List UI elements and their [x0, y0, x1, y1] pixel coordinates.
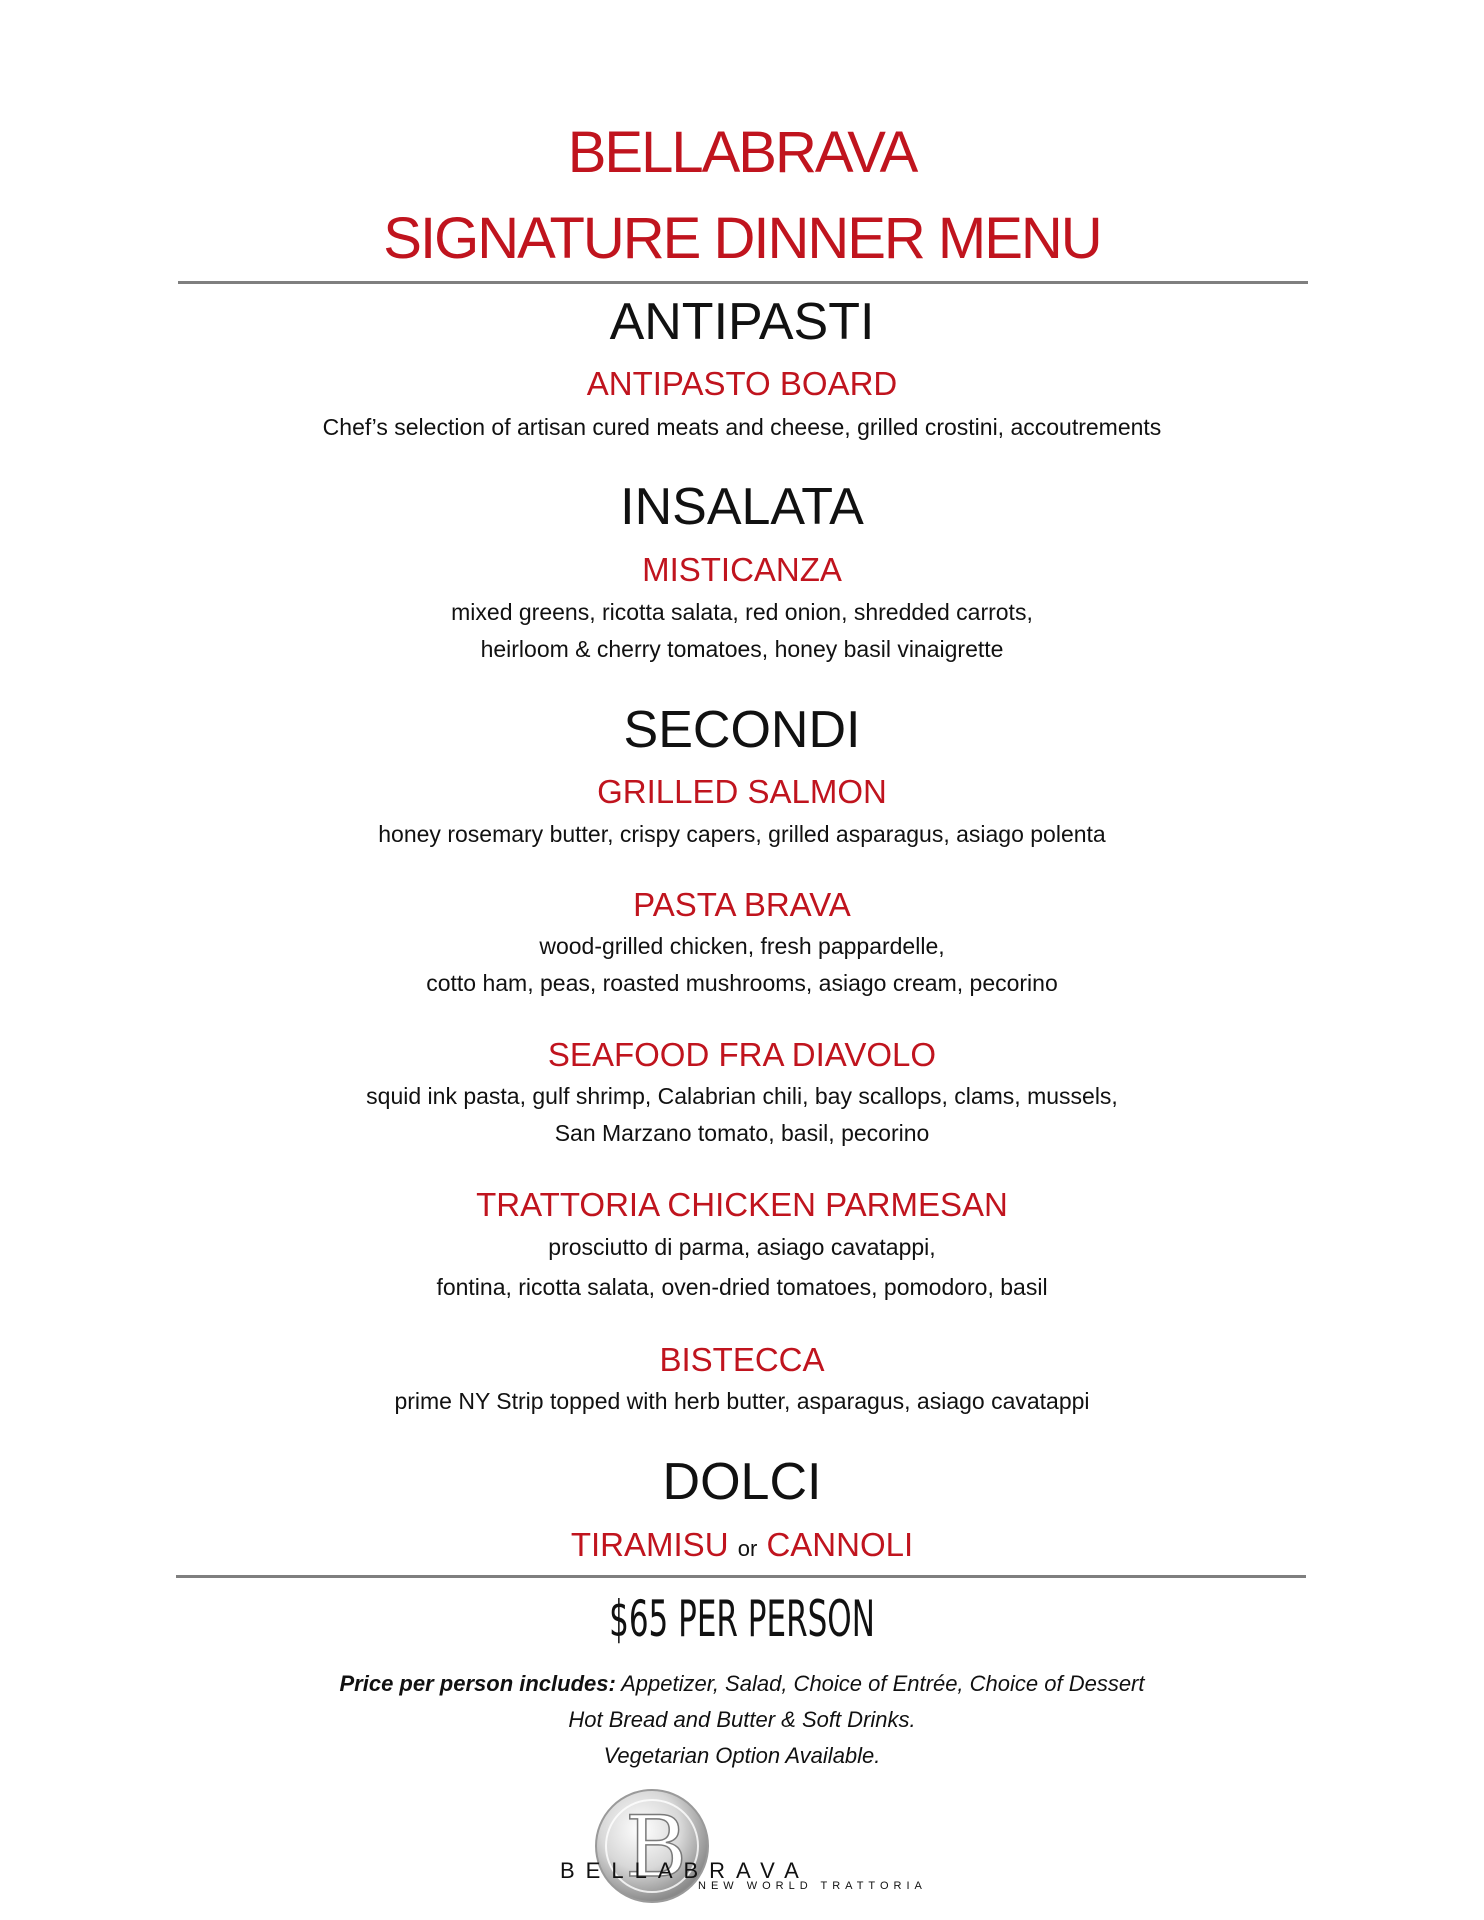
section-title-dolci: DOLCI [662, 1453, 822, 1511]
section-title-antipasti: ANTIPASTI [609, 293, 875, 351]
logo-tagline: NEW WORLD TRATTORIA [698, 1880, 927, 1892]
dish-desc-chicken-parmesan-line2: fontina, ricotta salata, oven-dried tomatoes, pomodoro, basil [436, 1274, 1048, 1300]
top-divider [178, 281, 1308, 284]
dish-desc-chicken-parmesan-line1: prosciutto di parma, asiago cavatappi, [548, 1234, 936, 1260]
dessert-options [0, 1528, 1484, 1561]
section-title-insalata: INSALATA [620, 478, 864, 536]
price-note-line3: Vegetarian Option Available. [603, 1743, 881, 1768]
dish-name-misticanza: MISTICANZA [642, 551, 842, 588]
menu-title: SIGNATURE DINNER MENU [383, 206, 1101, 271]
logo-wordmark: BELLABRAVA [560, 1858, 810, 1883]
restaurant-name: BELLABRAVA [567, 120, 917, 185]
dessert-tiramisu: TIRAMISU [570, 1526, 729, 1563]
price-includes-label: Price per person includes: [339, 1671, 616, 1696]
dessert-or: or [737, 1536, 758, 1561]
dish-name-bistecca: BISTECCA [659, 1341, 825, 1378]
dish-name-grilled-salmon: GRILLED SALMON [597, 773, 887, 810]
bottom-divider [176, 1575, 1306, 1578]
price-includes [0, 1673, 1484, 1695]
dish-desc-misticanza-line1: mixed greens, ricotta salata, red onion, shredded carrots, [451, 599, 1033, 625]
dish-desc-grilled-salmon: honey rosemary butter, crispy capers, grilled asparagus, asiago polenta [378, 821, 1106, 847]
logo-letter: B [625, 1798, 687, 1896]
price-wrap [0, 1590, 1484, 1648]
price-per-person: $65 PER PERSON [609, 1590, 875, 1648]
price-note-line2: Hot Bread and Butter & Soft Drinks. [568, 1707, 916, 1732]
dish-desc-seafood-fra-diavolo-line2: San Marzano tomato, basil, pecorino [554, 1120, 930, 1146]
section-title-secondi: SECONDI [623, 701, 861, 759]
dish-name-trattoria-chicken-parmesan: TRATTORIA CHICKEN PARMESAN [476, 1186, 1008, 1223]
dish-desc-seafood-fra-diavolo-line1: squid ink pasta, gulf shrimp, Calabrian chili, bay scallops, clams, mussels, [366, 1083, 1118, 1109]
dish-desc-pasta-brava-line2: cotto ham, peas, roasted mushrooms, asiago cream, pecorino [426, 970, 1058, 996]
dish-desc-pasta-brava-line1: wood-grilled chicken, fresh pappardelle, [539, 933, 945, 959]
price-includes-text: Appetizer, Salad, Choice of Entrée, Choice of Dessert [615, 1671, 1145, 1696]
dish-name-antipasto-board: ANTIPASTO BOARD [586, 365, 898, 402]
dish-desc-bistecca: prime NY Strip topped with herb butter, asparagus, asiago cavatappi [394, 1388, 1090, 1414]
dish-desc-misticanza-line2: heirloom & cherry tomatoes, honey basil vinaigrette [480, 636, 1004, 662]
dessert-cannoli: CANNOLI [766, 1526, 914, 1563]
dish-name-pasta-brava: PASTA BRAVA [633, 886, 851, 923]
dish-desc-antipasto-board: Chef’s selection of artisan cured meats and cheese, grilled crostini, accoutrements [322, 414, 1162, 440]
dish-name-seafood-fra-diavolo: SEAFOOD FRA DIAVOLO [547, 1036, 937, 1073]
